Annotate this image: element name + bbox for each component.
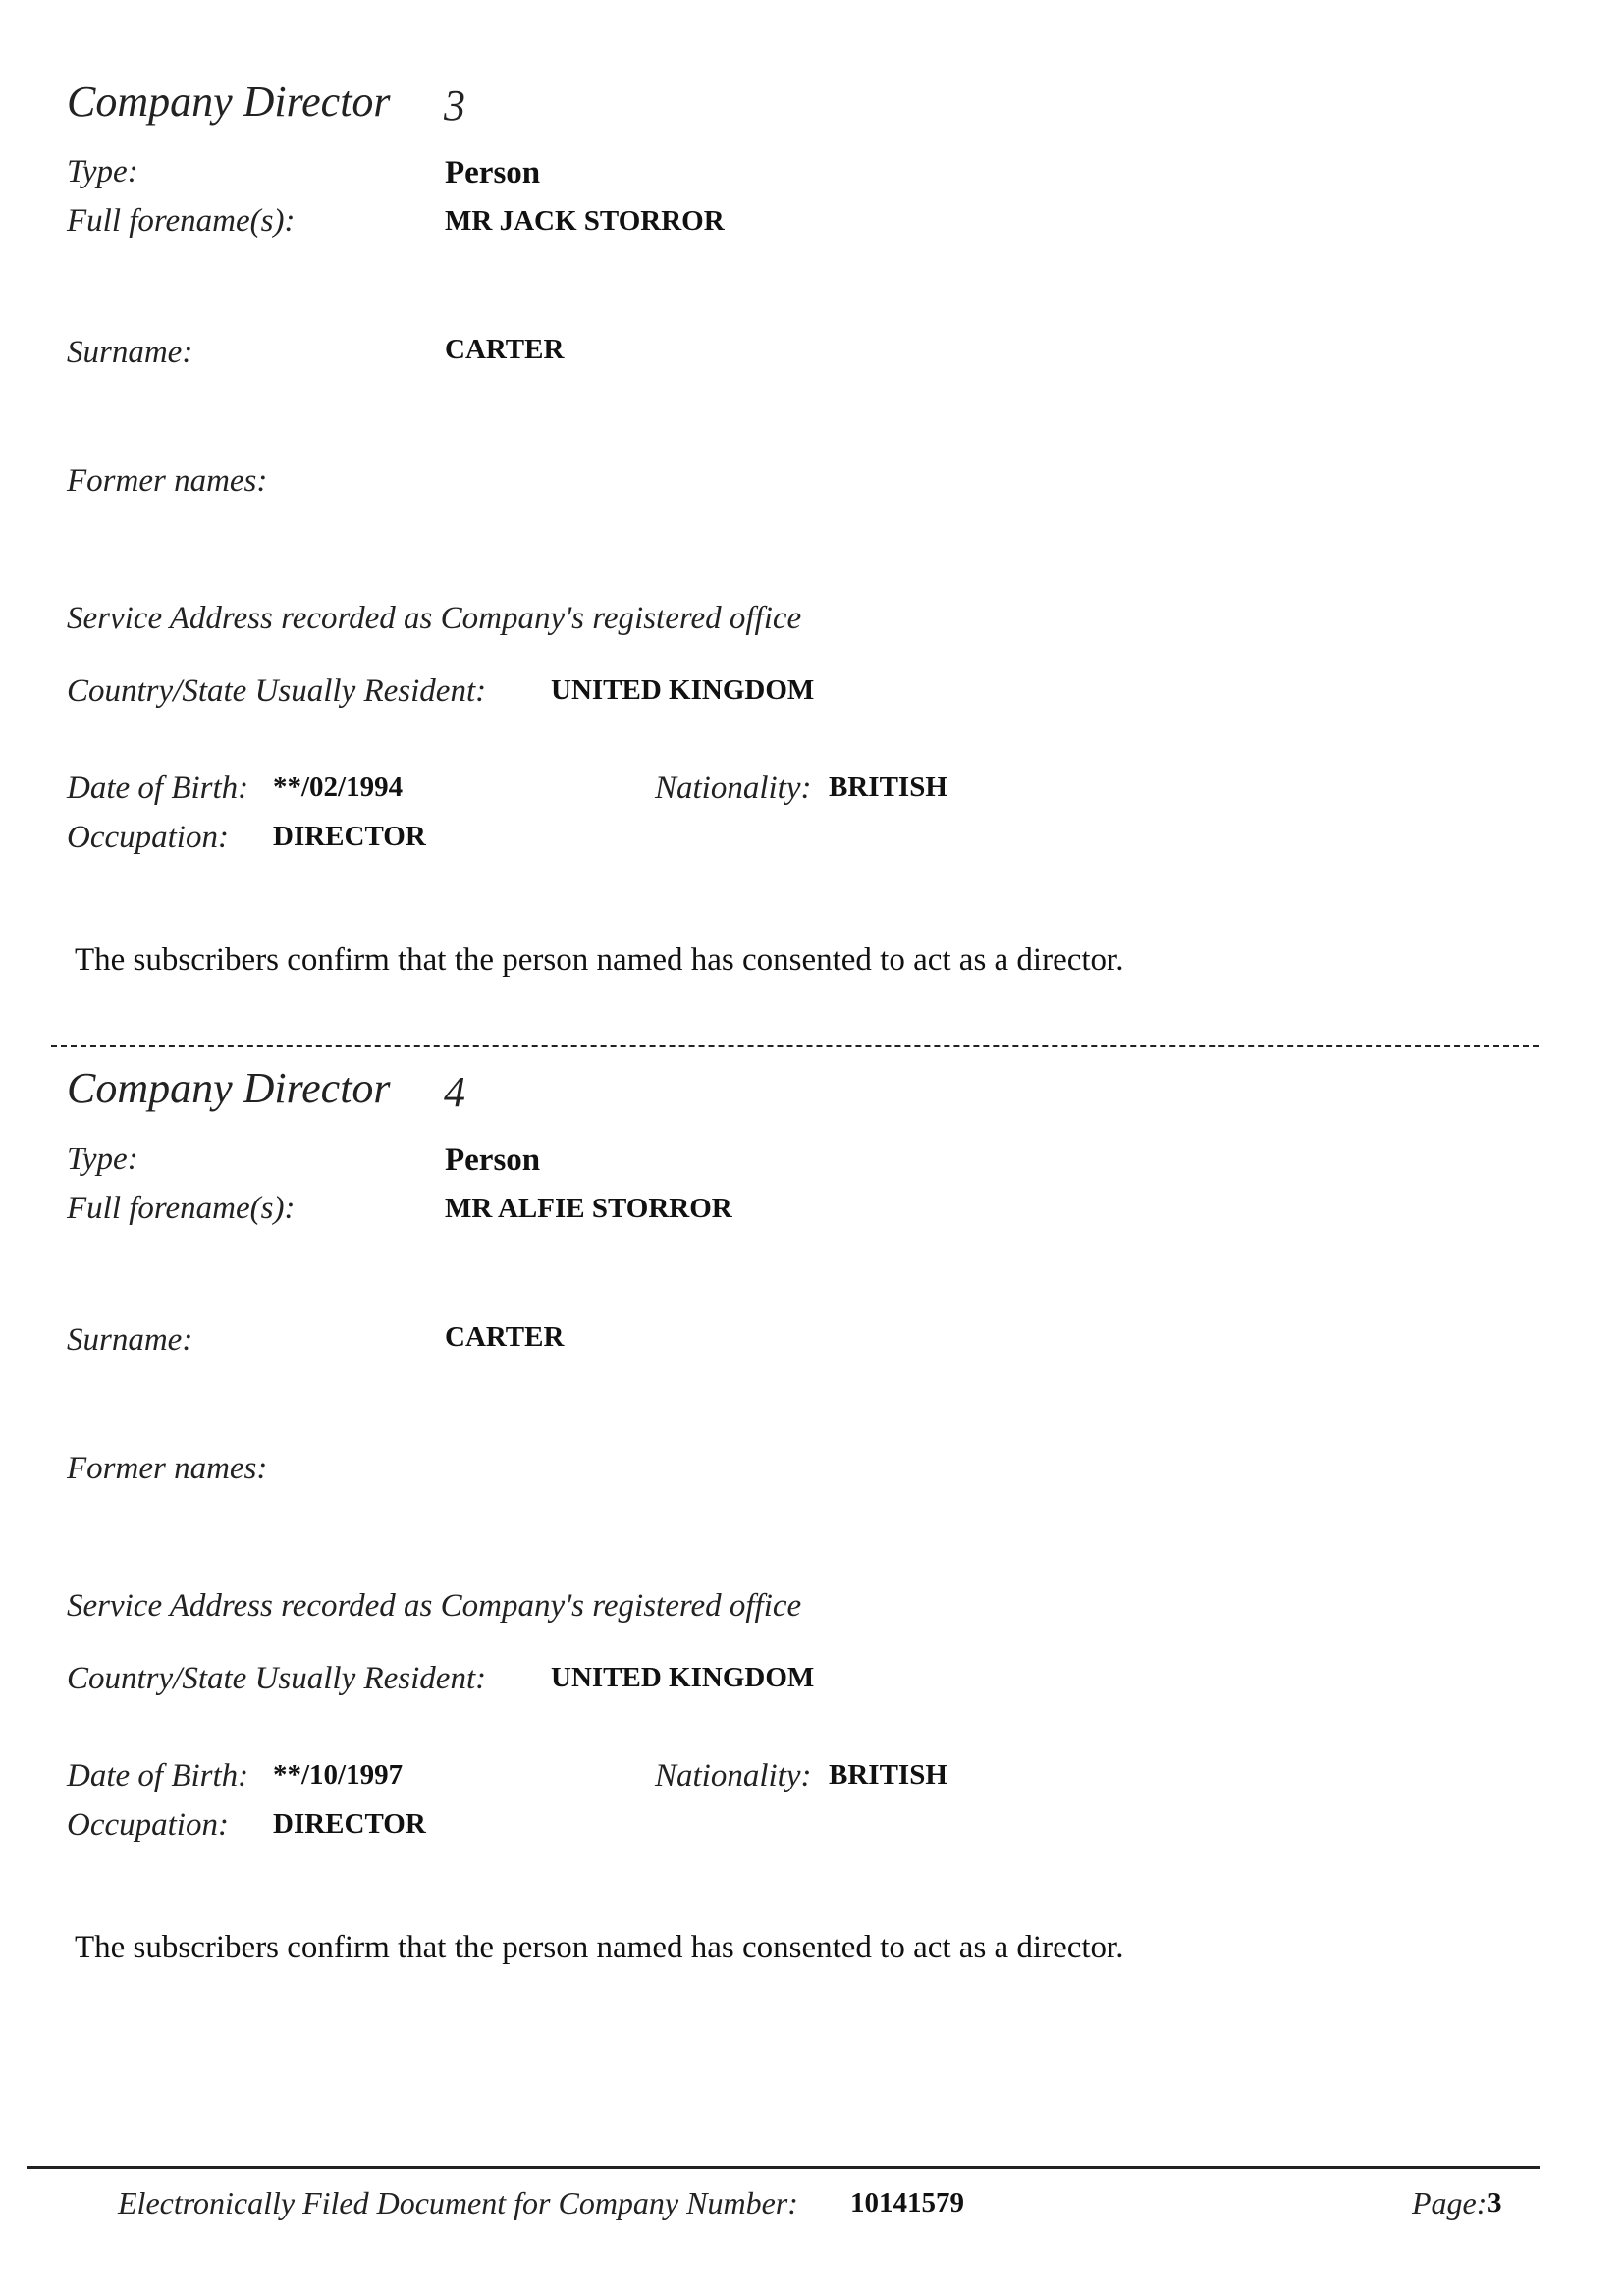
occupation-value: DIRECTOR [273,1808,426,1840]
former-names-label: Former names: [67,463,268,499]
occupation-label: Occupation: [67,820,229,855]
occupation-value: DIRECTOR [273,821,426,852]
country-label: Country/State Usually Resident: [67,673,487,709]
service-address-text: Service Address recorded as Company's registered office [67,601,802,636]
footer-rule [27,2166,1540,2169]
company-number: 10141579 [850,2187,964,2218]
nationality-label: Nationality: [655,771,812,806]
type-label: Type: [67,1142,138,1177]
forename-value: MR ALFIE STORROR [445,1193,732,1224]
page-label: Page: [1412,2185,1488,2220]
type-value: Person [445,155,541,190]
forename-label: Full forename(s): [67,203,296,239]
type-label: Type: [67,154,138,189]
page-number: 3 [1488,2187,1502,2218]
director-heading: Company Director [67,1064,391,1112]
forename-label: Full forename(s): [67,1191,296,1226]
surname-label: Surname: [67,335,193,370]
dob-value: **/10/1997 [273,1759,404,1790]
former-names-label: Former names: [67,1451,268,1486]
service-address-text: Service Address recorded as Company's registered office [67,1588,802,1624]
forename-value: MR JACK STORROR [445,205,725,237]
surname-label: Surname: [67,1322,193,1358]
dob-value: **/02/1994 [273,772,404,803]
nationality-label: Nationality: [655,1758,812,1793]
country-value: UNITED KINGDOM [551,674,815,706]
director-number: 4 [444,1068,465,1116]
consent-statement: The subscribers confirm that the person named has consented to act as a director. [75,942,1124,978]
occupation-label: Occupation: [67,1807,229,1842]
surname-value: CARTER [445,334,565,365]
director-heading: Company Director [67,78,391,126]
nationality-value: BRITISH [829,1759,947,1790]
consent-statement: The subscribers confirm that the person named has consented to act as a director. [75,1930,1124,1965]
dob-label: Date of Birth: [67,771,249,806]
nationality-value: BRITISH [829,772,947,803]
surname-value: CARTER [445,1321,565,1353]
section-divider [51,1045,1539,1047]
footer-document-label: Electronically Filed Document for Company Number: [118,2185,798,2220]
type-value: Person [445,1143,541,1178]
director-number: 3 [444,81,465,130]
dob-label: Date of Birth: [67,1758,249,1793]
country-label: Country/State Usually Resident: [67,1661,487,1696]
country-value: UNITED KINGDOM [551,1662,815,1693]
